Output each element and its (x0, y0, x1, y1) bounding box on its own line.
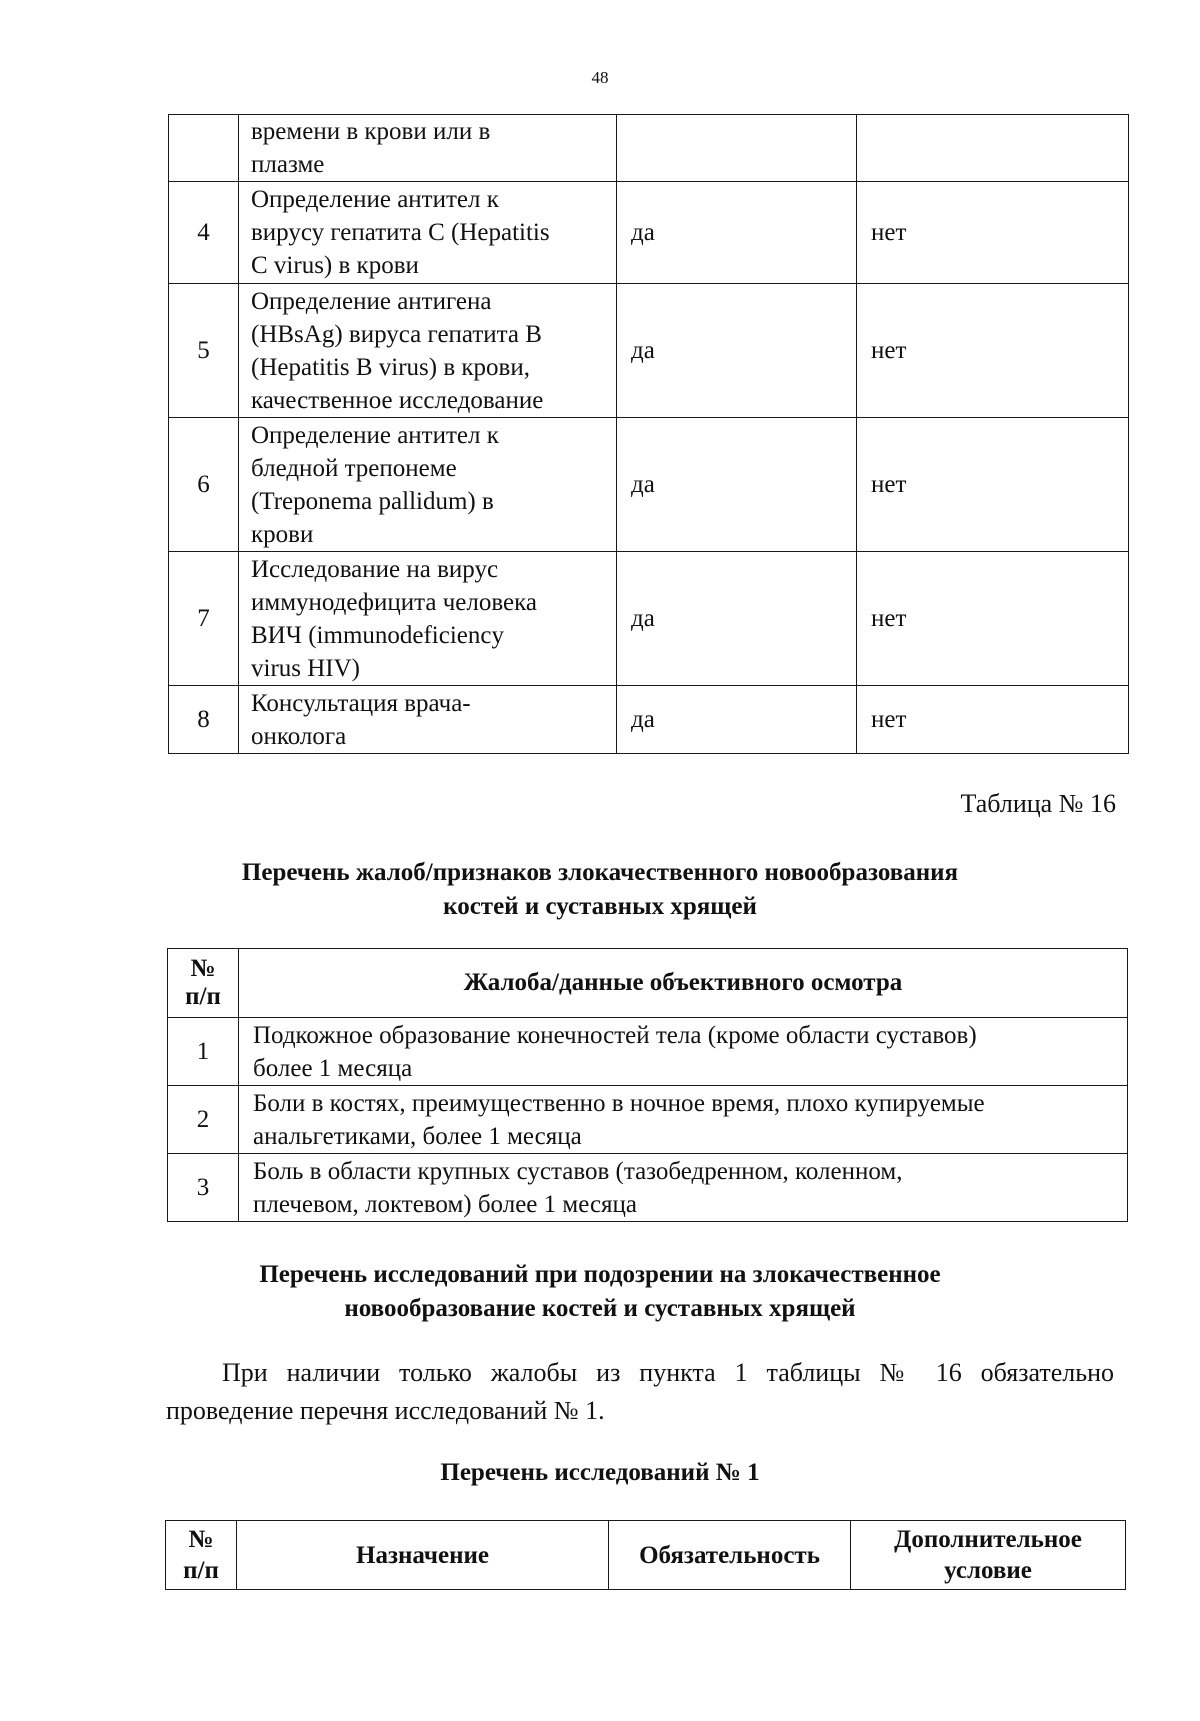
row-number: 8 (169, 686, 239, 754)
table-row (169, 182, 1129, 284)
table-row (169, 686, 1129, 754)
header-complaint: Жалоба/данные объективного осмотра (239, 949, 1128, 1018)
condition-cell: нет (857, 418, 1129, 552)
list1-table (165, 1520, 1126, 1590)
table-row (169, 418, 1129, 552)
condition-cell: нет (857, 284, 1129, 418)
study-name: времени в крови или в плазме (239, 115, 617, 182)
condition-cell: нет (857, 552, 1129, 686)
row-number: 3 (168, 1154, 239, 1222)
condition-cell: нет (857, 686, 1129, 754)
study-name: Определение антигена (HBsAg) вируса гепатита B (Hepatitis B virus) в крови, качественное исследование (239, 284, 617, 418)
row-number: 4 (169, 182, 239, 284)
complaint-text: Боль в области крупных суставов (тазобедренном, коленном, плечевом, локтевом) более 1 месяца (239, 1154, 1128, 1222)
required-cell: да (617, 418, 857, 552)
complaint-text: Подкожное образование конечностей тела (кроме области суставов) более 1 месяца (239, 1018, 1128, 1086)
table-row (168, 1154, 1128, 1222)
table-caption: Таблица № 16 (960, 789, 1116, 818)
table-row (169, 552, 1129, 686)
condition-cell: нет (857, 182, 1129, 284)
required-cell: да (617, 182, 857, 284)
header-number: № п/п (168, 949, 239, 1018)
studies-table-continued (168, 114, 1129, 754)
instruction-paragraph: При наличии только жалобы из пункта 1 таблицы № 16 обязательно проведение перечня исследований № 1. (166, 1358, 1114, 1425)
row-number: 5 (169, 284, 239, 418)
page-number: 48 (591, 68, 609, 87)
row-number (169, 115, 239, 182)
required-cell: да (617, 552, 857, 686)
required-cell: да (617, 284, 857, 418)
study-name: Определение антител к вирусу гепатита C (Hepatitis C virus) в крови (239, 182, 617, 284)
complaint-text: Боли в костях, преимущественно в ночное время, плохо купируемые анальгетиками, более 1 месяца (239, 1086, 1128, 1154)
table-row (168, 1086, 1128, 1154)
header-name: Назначение (237, 1521, 609, 1590)
table-row (168, 1018, 1128, 1086)
header-number: № п/п (166, 1521, 237, 1590)
complaints-table (167, 948, 1128, 1222)
row-number: 2 (168, 1086, 239, 1154)
header-required: Обязательность (609, 1521, 851, 1590)
row-number: 1 (168, 1018, 239, 1086)
required-cell (617, 115, 857, 182)
list1-heading: Перечень исследований № 1 (440, 1459, 760, 1486)
table-header-row (166, 1521, 1126, 1590)
row-number: 6 (169, 418, 239, 552)
study-name: Исследование на вирус иммунодефицита человека ВИЧ (immunodeficiency virus HIV) (239, 552, 617, 686)
study-name: Определение антител к бледной трепонеме (Treponema pallidum) в крови (239, 418, 617, 552)
table-row (169, 115, 1129, 182)
studies-heading: Перечень исследований при подозрении на злокачественное новообразование костей и суставных хрящей (259, 1261, 941, 1322)
table-header-row (168, 949, 1128, 1018)
study-name: Консультация врача- онколога (239, 686, 617, 754)
condition-cell (857, 115, 1129, 182)
header-condition: Дополнительное условие (851, 1521, 1126, 1590)
required-cell: да (617, 686, 857, 754)
table-row (169, 284, 1129, 418)
complaints-heading: Перечень жалоб/признаков злокачественного новообразования костей и суставных хрящей (241, 859, 959, 920)
row-number: 7 (169, 552, 239, 686)
